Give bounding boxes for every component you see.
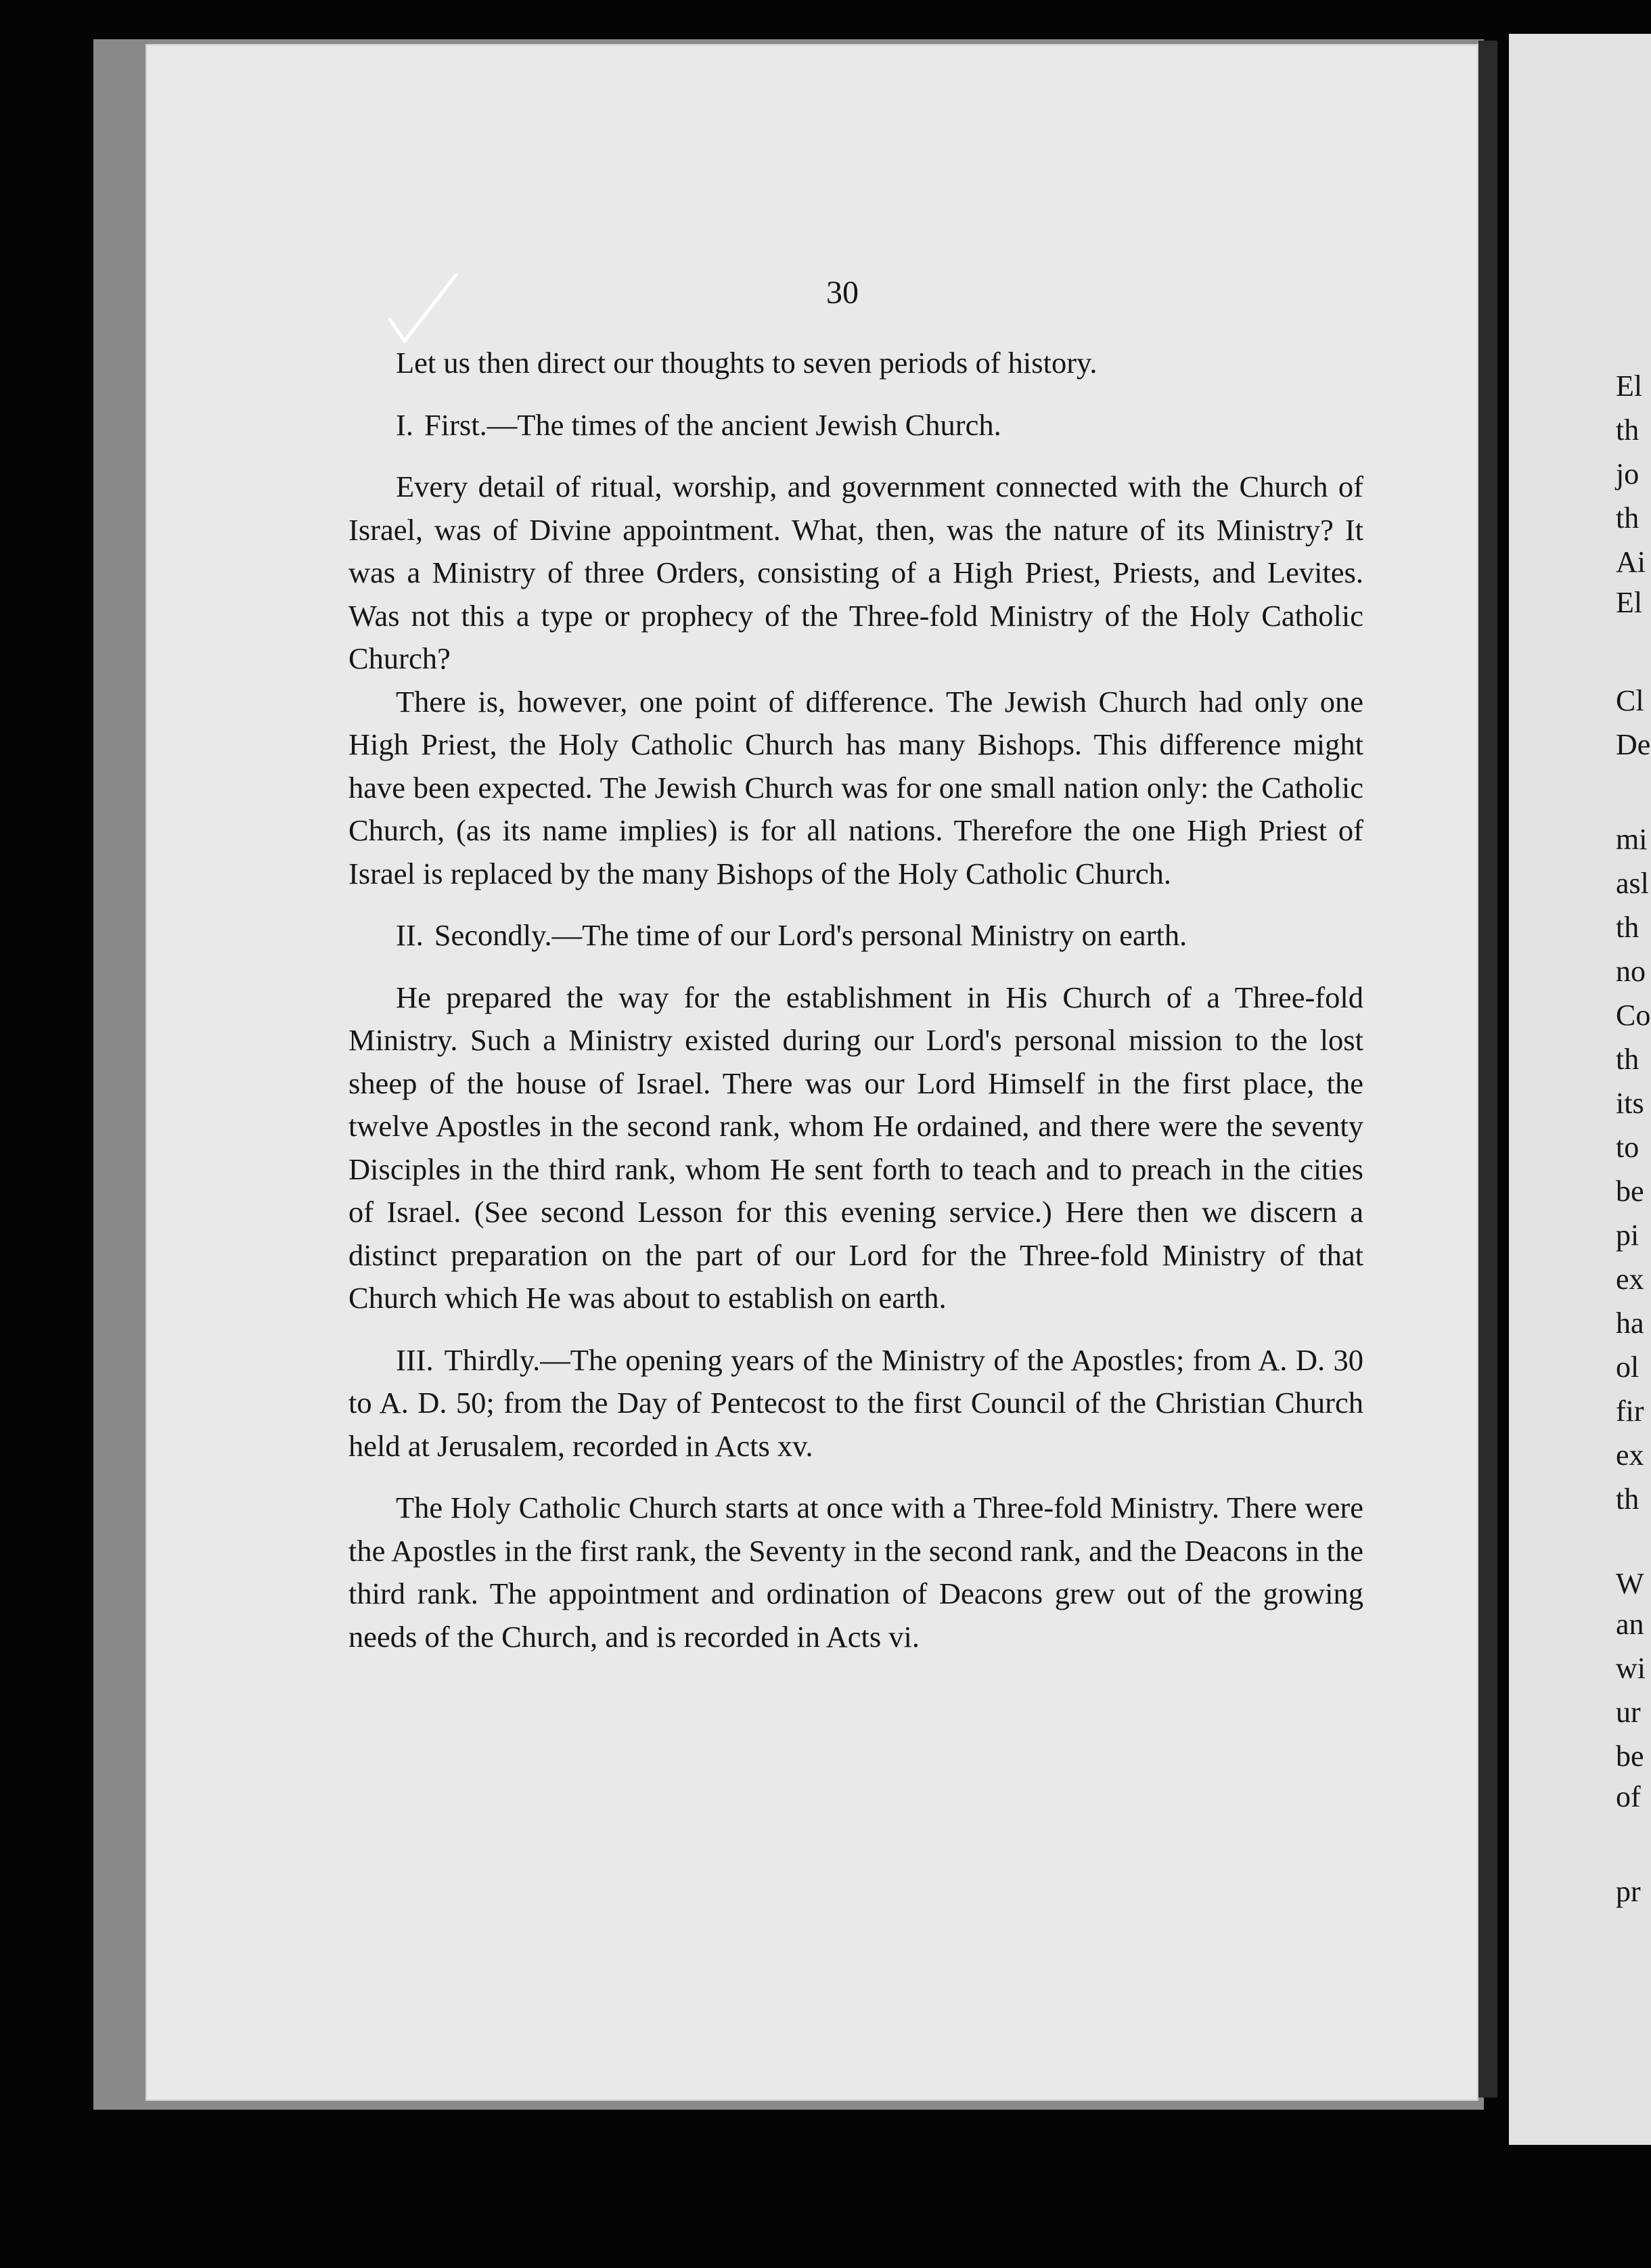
section-heading	[348, 404, 1363, 447]
intro-paragraph: Let us then direct our thoughts to seven periods of history.	[396, 346, 1098, 380]
facing-page-fragment: its	[1616, 1087, 1644, 1120]
facing-page-fragment: asl	[1616, 867, 1649, 900]
facing-page-fragment: th	[1616, 1043, 1639, 1076]
body-paragraph: He prepared the way for the establishment in His Church of a Three-fold Ministry. Such a Ministry existed during our Lord's personal mission to the lost sheep of the house of Israel. There was our Lord Himself in the first place, the twelve Apostles in the second rank, whom He ordained, and there were the seventy Disciples in the third rank, whom He sent forth to teach and to preach in the cities of Israel. (See second Lesson for this evening service.) Here then we discern a distinct preparation on the part of our Lord for the Three-fold Ministry of that Church which He was about to establish on earth.	[348, 980, 1363, 1315]
page-gutter	[1478, 41, 1497, 2097]
facing-page-fragment: De	[1616, 728, 1651, 761]
body-paragraph: Every detail of ritual, worship, and government connected with the Church of Israel, was of Divine appointment. What, then, was the nature of its Ministry? It was a Ministry of three Orders, consisting of a High Priest, Priests, and Levites. Was not this a type or prophecy of the Three-fold Ministry of the Holy Catholic Church?	[348, 470, 1363, 675]
section-numeral: II.	[396, 918, 424, 952]
section-numeral: I.	[396, 407, 413, 442]
body-paragraph: The Holy Catholic Church starts at once with a Three-fold Ministry. There were the Apostles in the first rank, the Seventy in the second rank, and the Deacons in the third rank. The appointment and ordination of Deacons grew out of the growing needs of the Church, and is recorded in Acts vi.	[348, 1491, 1363, 1654]
page-text	[348, 342, 1363, 1658]
facing-page-fragment: an	[1616, 1608, 1644, 1641]
section-heading-text: Secondly.—The time of our Lord's personal Ministry on earth.	[434, 918, 1188, 952]
facing-page-fragment: ur	[1616, 1696, 1641, 1729]
facing-page-fragment: pi	[1616, 1219, 1639, 1252]
facing-page-fragment: mi	[1616, 823, 1648, 856]
facing-page-fragment: of	[1616, 1780, 1641, 1813]
facing-page-fragment: Co	[1616, 999, 1651, 1032]
facing-page-fragment: th	[1616, 501, 1639, 535]
facing-page-fragment: Cl	[1616, 684, 1644, 717]
facing-page-fragment: El	[1616, 586, 1643, 619]
facing-page-fragment: ha	[1616, 1307, 1644, 1340]
facing-page-fragment: be	[1616, 1740, 1644, 1773]
body-paragraph: There is, however, one point of difference. The Jewish Church had only one High Priest, the Holy Catholic Church has many Bishops. This difference might have been expected. The Jewish Church was for one small nation only: the Catholic Church, (as its name implies) is for all nations. Therefore the one High Priest of Israel is replaced by the many Bishops of the Holy Catholic Church.	[348, 684, 1363, 890]
section-heading	[348, 914, 1363, 957]
facing-page-fragment: ol	[1616, 1351, 1639, 1384]
facing-page-fragment: Ai	[1616, 545, 1646, 579]
facing-page-fragment: ex	[1616, 1438, 1644, 1472]
facing-page-fragment: th	[1616, 413, 1639, 447]
facing-page-fragment: th	[1616, 1482, 1639, 1516]
checkmark-icon	[386, 271, 460, 345]
facing-page-fragment: pr	[1616, 1875, 1641, 1908]
facing-page-fragment: fir	[1616, 1394, 1644, 1428]
facing-page-fragment: to	[1616, 1131, 1639, 1164]
facing-page-fragment: wi	[1616, 1652, 1646, 1685]
facing-page-fragment: jo	[1616, 457, 1639, 491]
facing-page-fragment: no	[1616, 955, 1646, 988]
facing-page-fragment: W	[1616, 1567, 1644, 1600]
section-numeral: III.	[396, 1342, 434, 1377]
facing-page-fragment: ex	[1616, 1263, 1644, 1296]
section-heading	[348, 1339, 1363, 1468]
section-heading-text: Thirdly.—The opening years of the Ministry of the Apostles; from A. D. 30 to A. D. 50; from the Day of Pentecost to the first Council of the Christian Church held at Jerusalem, recorded in Acts xv.	[348, 1342, 1363, 1463]
facing-page-fragment: El	[1616, 369, 1643, 403]
facing-page-fragment: be	[1616, 1175, 1644, 1208]
facing-page-fragment: th	[1616, 911, 1639, 944]
section-heading-text: First.—The times of the ancient Jewish Church.	[424, 407, 1001, 442]
page-number: 30	[826, 275, 859, 311]
